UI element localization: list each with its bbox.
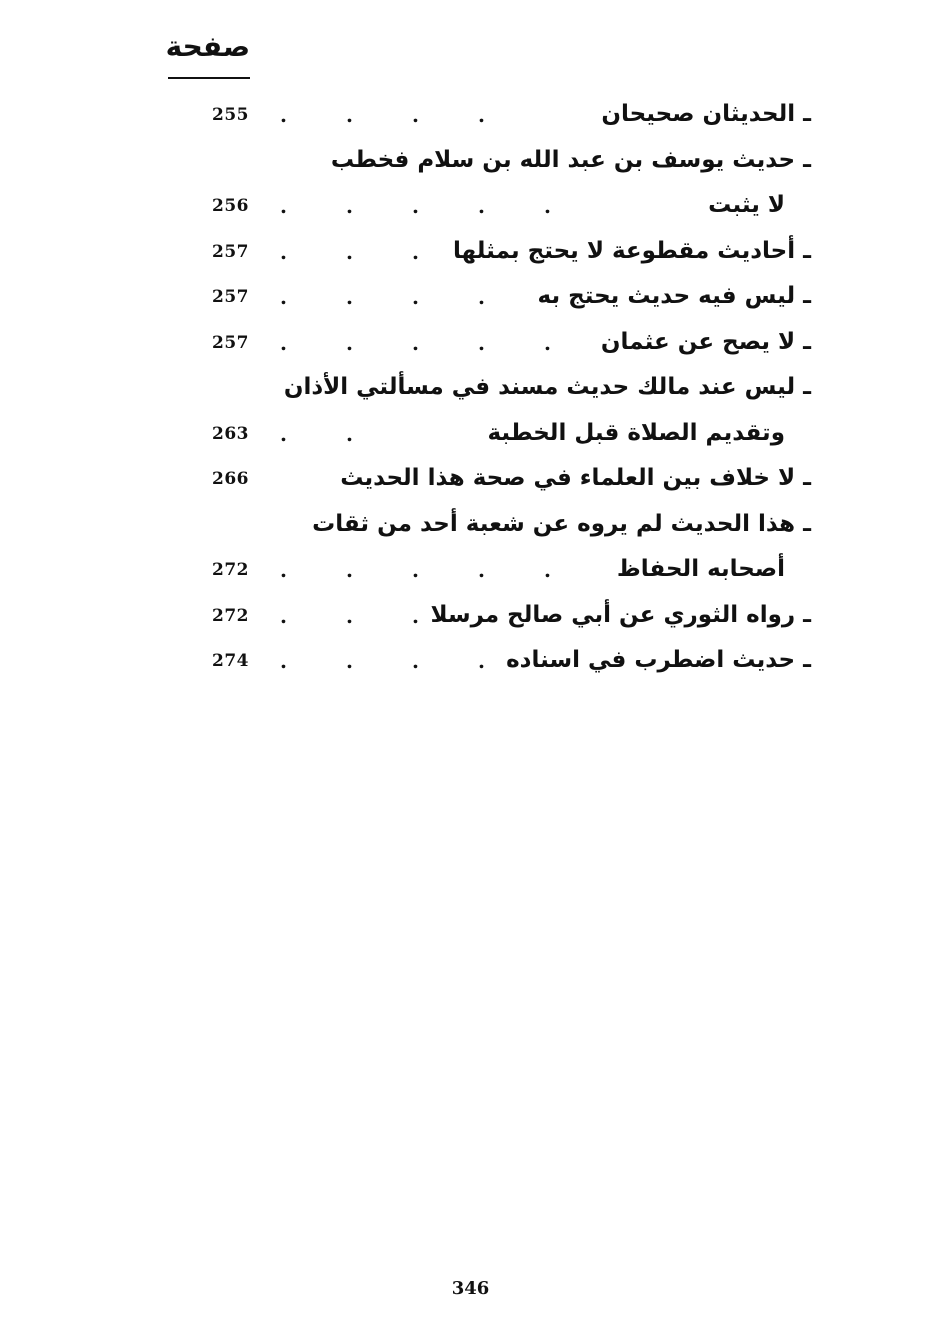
toc-entry-page: 257 [212,241,249,262]
leader-dot: . [478,649,485,673]
toc-entry-title: ـ حديث يوسف بن عبد الله بن سلام فخطب [330,146,811,173]
leader-dot: . [478,194,485,218]
toc-entry-page: 256 [212,196,249,216]
toc-entry-title: لا يثبت [708,192,785,218]
toc-entry-page: 255 [212,105,249,125]
toc-entry-title: وتقديم الصلاة قبل الخطبة [487,419,785,446]
toc-entry-page: 266 [212,469,249,489]
toc-entry [212,96,811,136]
toc-entry-title: ـ حديث اضطرب في اسناده [506,647,811,673]
leader-dot: . [412,330,419,355]
toc-entry [212,551,811,591]
leader-dot: . [544,194,551,218]
toc-entry-title: ـ لا خلاف بين العلماء في صحة هذا الحديث [340,465,811,491]
leader-dot: . [280,330,287,355]
leader-dot: . [412,103,419,127]
leader-dot: . [346,421,353,446]
column-header-page: صفحة [165,30,250,63]
toc-entry-title: ـ ليس فيه حديث يحتج به [537,283,811,309]
leader-dot: . [478,103,485,127]
leader-dot: . [346,649,353,673]
toc-entry-page: 257 [212,287,249,307]
leader-dot: . [346,603,353,628]
toc-entry-title: ـ ليس عند مالك حديث مسند في مسألتي الأذان [283,374,811,400]
toc-entry [212,142,811,182]
leader-dot: . [280,649,287,673]
leader-dot: . [544,330,551,355]
toc-entry [212,233,811,273]
page-number: 346 [451,1278,490,1299]
leader-dot: . [478,558,485,582]
toc-entry-title: ـ رواه الثوري عن أبي صالح مرسلا [430,601,811,628]
toc-entry [212,506,811,546]
toc-entry-title: ـ الحديثان صحيحان [601,101,811,127]
toc-entry [212,278,811,318]
toc-entry-title: ـ هذا الحديث لم يروه عن شعبة أحد من ثقات [312,510,811,537]
leader-dot: . [478,330,485,355]
leader-dot: . [346,194,353,218]
leader-dot: . [346,239,353,264]
toc-entry-title: ـ أحاديث مقطوعة لا يحتج بمثلها [452,237,811,264]
leader-dot: . [412,239,419,264]
toc-entry-page: 272 [212,605,249,626]
leader-dot: . [412,194,419,218]
toc-entry [212,324,811,364]
toc-entry [212,597,811,637]
toc-entry-page: 263 [212,423,249,444]
toc-entry-page: 272 [212,560,249,580]
leader-dot: . [544,558,551,582]
leader-dot: . [280,194,287,218]
leader-dot: . [280,239,287,264]
toc-entry [212,415,811,455]
leader-dot: . [280,421,287,446]
leader-dot: . [412,285,419,309]
toc-entry-title: ـ لا يصح عن عثمان [600,328,811,355]
toc-entry-page: 257 [212,332,249,353]
leader-dot: . [412,603,419,628]
toc-entry-title: أصحابه الحفاظ [616,556,785,582]
leader-dot: . [346,558,353,582]
leader-dot: . [346,285,353,309]
leader-dot: . [346,103,353,127]
leader-dot: . [280,603,287,628]
toc-entry-page: 274 [212,651,249,671]
leader-dot: . [412,649,419,673]
leader-dot: . [280,558,287,582]
toc-entry [212,642,811,682]
leader-dot: . [346,330,353,355]
leader-dot: . [280,103,287,127]
toc-entry [212,187,811,227]
leader-dot: . [478,285,485,309]
leader-dot: . [280,285,287,309]
leader-dot: . [412,558,419,582]
toc-entry [212,369,811,409]
toc-entry [212,460,811,500]
